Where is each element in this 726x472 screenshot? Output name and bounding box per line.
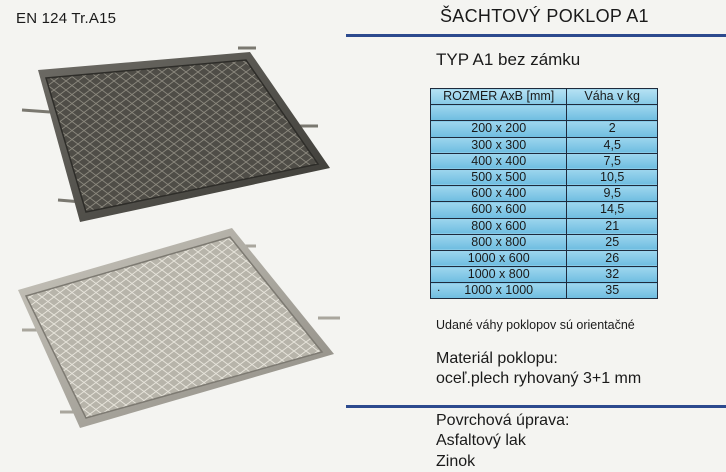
cell-size: 300 x 300 [431, 137, 567, 153]
cell-size: 200 x 200 [431, 121, 567, 137]
cell-weight: 7,5 [567, 153, 658, 169]
cell-weight: 10,5 [567, 169, 658, 185]
standard-label: EN 124 Tr.A15 [16, 10, 117, 27]
cell-size [431, 105, 567, 121]
size-weight-table [430, 88, 658, 299]
table-row [431, 250, 658, 266]
page-title: ŠACHTOVÝ POKLOP A1 [440, 6, 649, 26]
cell-size: 1000 x 800 [431, 267, 567, 283]
table-row [431, 267, 658, 283]
cell-weight: 21 [567, 218, 658, 234]
cell-weight: 26 [567, 250, 658, 266]
table-header-row [431, 89, 658, 105]
cell-weight: 25 [567, 234, 658, 250]
manhole-covers-photo [0, 0, 345, 472]
table-row [431, 137, 658, 153]
cell-size: 600 x 600 [431, 202, 567, 218]
material-value: oceľ.plech ryhovaný 3+1 mm [436, 370, 642, 387]
cell-size: 500 x 500 [431, 169, 567, 185]
material-label: Materiál poklopu: [436, 350, 558, 367]
finish-item-asphalt: Asfaltový lak [436, 432, 526, 449]
cell-size: 1000 x 600 [431, 250, 567, 266]
cell-weight: 35 [567, 283, 658, 299]
cell-size: 800 x 800 [431, 234, 567, 250]
row-mark: . [437, 280, 441, 295]
table-row [431, 202, 658, 218]
finish-label: Povrchová úprava: [436, 412, 570, 429]
cell-weight: 9,5 [567, 186, 658, 202]
cell-weight: 32 [567, 267, 658, 283]
column-header-size: ROZMER AxB [mm] [431, 89, 567, 105]
table-row [431, 283, 658, 299]
table-row [431, 234, 658, 250]
weight-note: Udané váhy poklopov sú orientačné [436, 318, 635, 332]
cell-size-text: 1000 x 1000 [464, 283, 534, 298]
table-row [431, 186, 658, 202]
cell-size: 800 x 600 [431, 218, 567, 234]
cell-weight: 2 [567, 121, 658, 137]
cell-weight [567, 105, 658, 121]
table-row [431, 121, 658, 137]
cell-weight: 14,5 [567, 202, 658, 218]
cell-size: 600 x 400 [431, 186, 567, 202]
cell-size: 400 x 400 [431, 153, 567, 169]
table-row [431, 153, 658, 169]
cell-size [431, 280, 567, 299]
divider-bottom [346, 405, 726, 408]
table-row [431, 169, 658, 185]
product-subtitle: TYP A1 bez zámku [436, 50, 581, 69]
cell-weight: 4,5 [567, 137, 658, 153]
finish-item-zinc: Zinok [436, 453, 476, 470]
table-row [431, 218, 658, 234]
column-header-weight: Váha v kg [567, 89, 658, 105]
divider-top [346, 34, 726, 37]
table-row [431, 105, 658, 121]
